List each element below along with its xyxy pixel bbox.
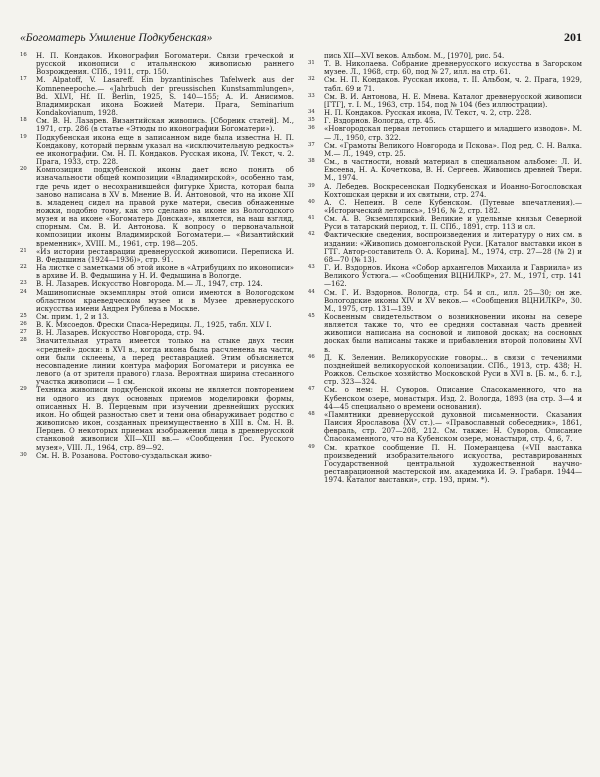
footnote <box>308 158 582 182</box>
footnote-number: 35 <box>308 117 315 124</box>
footnote <box>308 313 582 354</box>
footnote <box>20 289 294 313</box>
footnote <box>308 231 582 264</box>
footnote <box>308 93 582 109</box>
footnote-number <box>308 52 324 60</box>
footnote-number: 19 <box>20 133 27 140</box>
footnote-text: «Новгородская первая летопись старшего и младшего изводов». М.— Л., 1950, стр. 322. <box>324 124 582 142</box>
footnote-number: 44 <box>308 288 315 295</box>
footnote <box>20 386 294 451</box>
footnote-text: Фактические сведения, воспроизведения и литературу о них см. в издании: «Живопись домонгольской Руси. [Каталог выставки икон в ГТГ. Автор-составитель О. А. Корина]. М., 1974, стр. 27—28 (№ 2) и 68—70 (№ 13). <box>324 230 582 264</box>
footnote-text: Композиция подкубенской иконы дает ясно понять об изначальности общей композиции «Владимирской», особенно там, где речь идет о несохранившейся фигурке Христа, которая была заново написана в XV в. Мнение В. И. Антоновой, что на иконе XII в. младенец сидел на правой руке матери, свесив обнаженные ножки, подобно тому, как это сделано на иконе из Вологодского музея и на иконе «Богоматерь Донская», является, на наш взгляд, спорным. См. В. И. Антонова. К вопросу о первоначальной композиции иконы Владимирской Богоматери.— «Византийский временник», XVIII. М., 1961, стр. 198—205. <box>36 165 294 248</box>
footnote-text: «Из истории реставрации древнерусской живописи. Переписка И. В. Федышина (1924—1936)», стр. 91. <box>36 246 294 264</box>
footnote <box>20 52 294 76</box>
footnote-text: Машинописные экземпляры этой описи имеются в Вологодском областном краеведческом музее и в Музее древнерусского искусства имени Андрея Рублева в Москве. <box>36 287 294 313</box>
footnote <box>308 76 582 92</box>
footnote-text: См. В. И. Антонова, Н. Е. Мнева. Каталог древнерусской живописи [ГТГ], т. I. М., 1963, стр. 154, под № 104 (без иллюстрации). <box>324 91 582 109</box>
footnote-text: Н. П. Кондаков. Иконография Богоматери. Связи греческой и русской иконописи с итальянскою живописью раннего Возрождения. СПб., 1911, стр. 150. <box>36 52 294 77</box>
footnote-number: 29 <box>20 386 27 393</box>
footnote <box>308 386 582 410</box>
footnote-number: 31 <box>308 60 315 67</box>
footnote <box>20 134 294 167</box>
footnote <box>20 452 294 460</box>
footnote-text: Г. И. Вздорнов. Икона «Собор архангелов Михаила и Гавриила» из Великого Устюга.— «Сообщения ВЦНИЛКР», 27. М., 1971, стр. 141—162. <box>324 263 582 289</box>
footnote-number: 23 <box>20 280 27 287</box>
footnote <box>308 125 582 141</box>
footnote-number: 30 <box>20 451 27 458</box>
footnote-number: 25 <box>20 313 27 319</box>
footnote-number: 38 <box>308 158 315 165</box>
footnote-number: 24 <box>20 288 27 295</box>
footnote-number: 45 <box>308 313 315 319</box>
footnote-number: 39 <box>308 182 315 189</box>
footnote-text: M. Alpatoff, V. Lasareff. Ein byzantinisches Tafelwerk aus der Komneneepoche.— «Jahrbuch der preussischen Kunstsammlungen», Bd. XLVI, Hf. II. Berlin, 1925, S. 140—155; А. И. Анисимов. Владимирская икона Божией Матери. Прага, Seminarium Kondakovianum, 1928. <box>36 75 294 118</box>
footnote-number: 17 <box>20 76 27 83</box>
footnote-number: 33 <box>308 92 315 99</box>
footnote-number: 18 <box>20 117 27 124</box>
footnote-text: Косвенным свидетельством о возникновении иконы на севере является также то, что ее средняя составная часть древней живописи написана на сосновой и липовой досках; на сосновых досках были написаны также и прибавления второй половины XVI в. <box>324 312 582 354</box>
footnote-number: 20 <box>20 166 27 173</box>
footnote <box>20 337 294 386</box>
footnote <box>308 289 582 313</box>
footnote-text: См. Н. В. Розанова. Ростово-суздальская живо- <box>36 450 212 460</box>
footnote-number: 40 <box>308 198 315 205</box>
footnote-text: Техника живописи подкубенской иконы не является повторением ни одного из двух основных приемов моделировки формы, описанных Н. В. Перцевым при изучении древнейших русских икон. Но общей разностью свет и тени она обнаруживает родство с живописью икон, созданных преимущественно в XIII в. См. Н. В. Перцев. О некоторых приемах изображения лица в древнерусской станковой живописи XII—XIII вв.— «Сообщения Гос. Русского музея», VIII. Л., 1964, стр. 89—92. <box>36 385 294 452</box>
footnote-text: На листке с заметками об этой иконе в «Атрибуциях по иконописи» в архиве И. В. Федышина у Н. И. Федышина в Вологде. <box>36 263 294 281</box>
footnote-number: 41 <box>308 215 315 222</box>
footnote-number: 47 <box>308 386 315 393</box>
footnote-number: 36 <box>308 125 315 132</box>
footnote-number: 26 <box>20 321 27 328</box>
footnote <box>20 166 294 248</box>
footnote <box>308 354 582 387</box>
footnote-text: См. Н. П. Кондаков. Русская икона, т. II. Альбом, ч. 2. Прага, 1929, табл. 69 и 71. <box>324 75 582 93</box>
footnote-number: 32 <box>308 76 315 83</box>
footnote-text: См. краткое сообщение П. Н. Померанцева («VII выставка произведений изобразительного искусства, реставрированных Государственной центральной художественной научно-реставрационной мастерской им. академика И. Э. Грабаря. 1944—1974. Каталог выставки», стр. 193, прим. *). <box>324 442 582 485</box>
footnote-text: Д. К. Зеленин. Великорусские говоры... в связи с течениями позднейшей великорусской колонизации. СПб., 1913, стр. 438; Н. Рожков. Сельское хозяйство Московской Руси в XVI в. [Б. м., б. г.], стр. 323—324. <box>324 352 582 387</box>
footnote-number: 43 <box>308 264 315 271</box>
footnote-text: А. Лебедев. Воскресенская Подкубенская и Иоанно-Богословская Кохтошская церкви и их святыни, стр. 274. <box>324 181 582 199</box>
footnote-number: 21 <box>20 247 27 254</box>
footnote-number: 34 <box>308 109 315 116</box>
page-header <box>20 30 582 48</box>
left-column <box>20 52 294 770</box>
footnote <box>20 117 294 133</box>
footnote-text: В. Н. Лазарев. Искусство Новгорода. М.— Л., 1947, стр. 124. <box>36 279 263 289</box>
page-number: 201 <box>564 30 582 44</box>
footnote-text: См., в частности, новый материал в специальном альбоме: Л. И. Евсеева, Н. А. Кочеткова, В. Н. Сергеев. Живопись древней Твери. М., 1974. <box>324 157 582 183</box>
footnote-text: Подкубенская икона еще в записанном виде была известна Н. П. Кондакову, который первым указал на «исключительную редкость» ее иконографии. См. Н. П. Кондаков. Русская икона, IV. Текст, ч. 2. Прага, 1933, стр. 228. <box>36 132 294 167</box>
footnote-text: Значительная утрата имеется только на стыке двух тесин «средней» доски: в XVI в., когда икона была расчленена на части, они были склеены, а перед реставрацией. Этим объясняется несовпадение линии контура мафория Богоматери и рисунка ее левого (а от зрителя правого) глаза. Вероятная ширина стесанного участка живописи — 1 см. <box>36 336 294 387</box>
footnote-number: 28 <box>20 337 27 344</box>
right-column <box>308 52 582 770</box>
footnote <box>308 264 582 288</box>
footnote <box>308 60 582 76</box>
footnote-text: См. прим. 1, 2 и 13. <box>36 312 110 321</box>
footnote-text: См. «Грамоты Великого Новгорода и Пскова». Под ред. С. Н. Валка. М.— Л., 1949, стр. 25. <box>324 140 582 158</box>
footnote-text: В. К. Мясоедов. Фрески Спаса-Нередицы. Л., 1925, табл. XLV I. <box>36 320 272 330</box>
footnote-text: Г. Вздорнов. Вологда, стр. 45. <box>324 116 436 126</box>
footnote <box>20 76 294 117</box>
footnote <box>308 142 582 158</box>
footnote-number: 16 <box>20 52 27 58</box>
footnote <box>308 444 582 485</box>
footnote-text: Т. В. Николаева. Собрание древнерусского искусства в Загорском музее. Л., 1968, стр. 60, под № 27, илл. на стр. 61. <box>324 59 582 77</box>
footnote-text: См. А. В. Экземплярский. Великие и удельные князья Северной Руси в татарский период, т. II. СПб., 1891, стр. 113 и сл. <box>324 214 582 232</box>
running-title: «Богоматерь Умиление Подкубенская» <box>20 32 213 44</box>
footnote-text: См. Г. И. Вздорнов. Вологда, стр. 54 и сл., илл. 25—30; он же. Вологодские иконы XIV и XV веков.— «Сообщения ВЦНИЛКР», 30. М., 1975, стр. 131—139. <box>324 287 582 313</box>
footnote <box>308 215 582 231</box>
footnote-number: 42 <box>308 231 315 238</box>
footnote <box>20 248 294 264</box>
footnote <box>308 199 582 215</box>
footnotes-body <box>20 52 582 770</box>
footnote-text: А. С. Непеин. В селе Кубенском. (Путевые впечатления).— «Исторический летопись», 1916, № 2, стр. 182. <box>324 197 582 215</box>
footnote-text: «Памятники древнерусской духовной письменности. Сказания Паисия Ярославова (XV ст.).— «Православный собеседник», 1861, февраль, стр. 207—208, 212. См. также: Н. Суворов. Описание Спасокаменного, что на Кубенском озере, монастыря, стр. 4, 6, 7. <box>324 409 582 444</box>
footnote-text: Н. П. Кондаков. Русская икона, IV. Текст, ч. 2, стр. 228. <box>324 108 532 118</box>
footnote-number: 27 <box>20 329 27 336</box>
footnote-number: 22 <box>20 264 27 271</box>
footnote-number: 48 <box>308 410 315 417</box>
footnote <box>20 264 294 280</box>
footnote <box>308 183 582 199</box>
footnote-number: 46 <box>308 353 315 360</box>
footnote-text: пись XII—XVI веков. Альбом. М., [1970], рис. 54. <box>324 52 505 60</box>
footnote-number: 37 <box>308 141 315 148</box>
footnote-text: В. Н. Лазарев. Искусство Новгорода, стр. 94. <box>36 328 205 338</box>
footnote-text: См. о нем: Н. Суворов. Описание Спасокаменного, что на Кубенском озере, монастыря. Изд. 2. Вологда, 1893 (на стр. 3—4 и 44—45 специально о времени основания). <box>324 385 582 411</box>
footnote <box>308 411 582 444</box>
footnote-text: См. В. Н. Лазарев. Византийская живопись. [Сборник статей]. М., 1971, стр. 286 (в статье «Этюды по иконографии Богоматери»). <box>36 116 294 134</box>
footnote-number: 49 <box>308 443 315 450</box>
